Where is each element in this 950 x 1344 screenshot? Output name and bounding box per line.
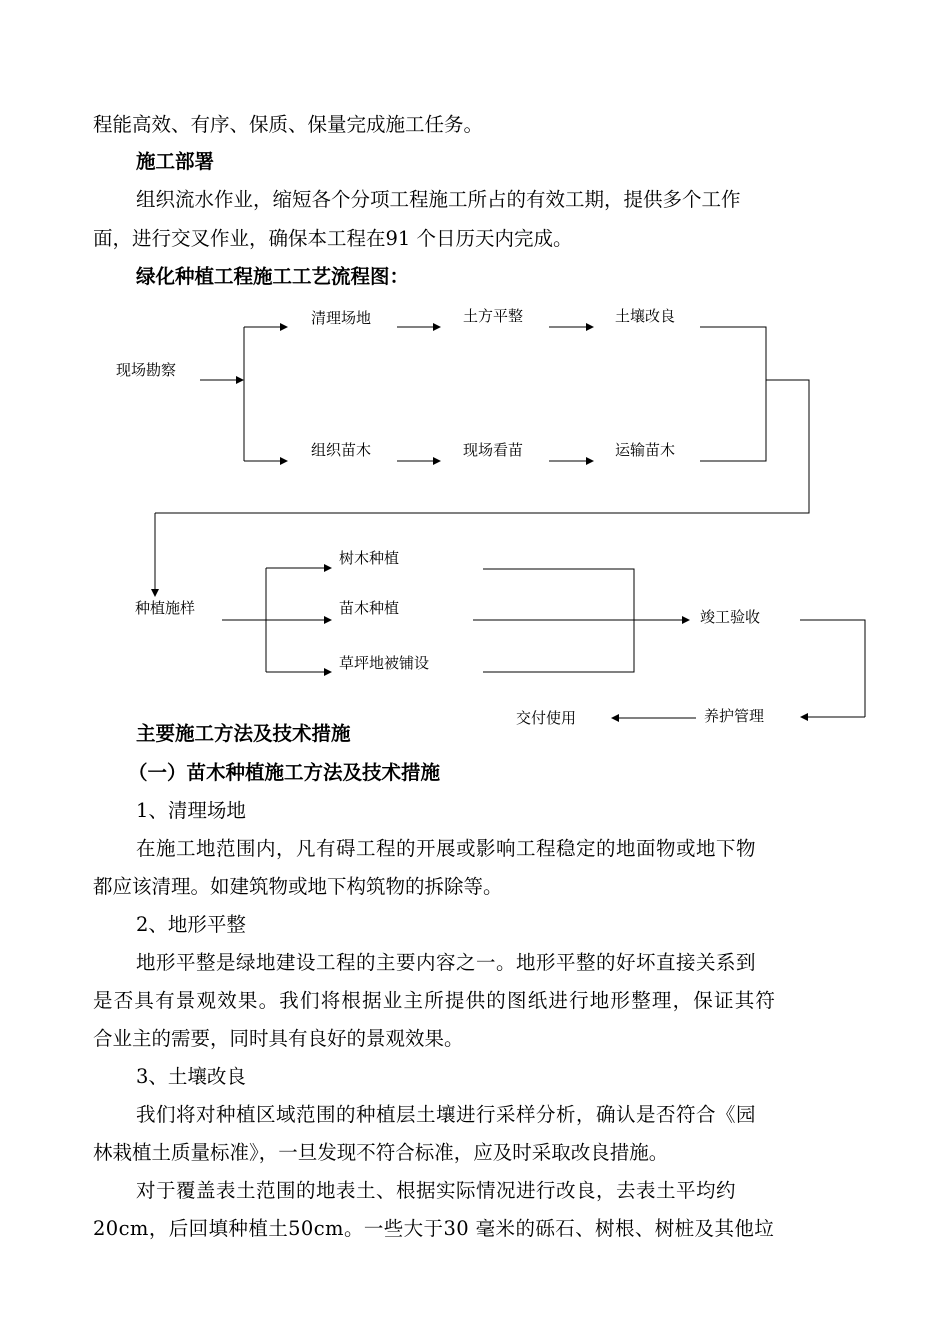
flow-node-maintenance: 养护管理	[704, 707, 765, 725]
paragraph-line: 20cm，后回填种植土50cm。一些大于30 毫米的砾石、树根、树桩及其他垃	[93, 1217, 775, 1240]
paragraph-line: 组织流水作业，缩短各个分项工程施工所占的有效工期，提供多个工作	[136, 188, 741, 211]
heading-seedling-methods: （一）苗木种植施工方法及技术措施	[128, 761, 441, 784]
item-title: 1、清理场地	[136, 799, 246, 822]
paragraph-line: 对于覆盖表土范围的地表土、根据实际情况进行改良，去表土平均约	[136, 1179, 737, 1202]
paragraph-line: 林栽植土质量标准》，一旦发现不符合标准，应及时采取改良措施。	[93, 1141, 669, 1164]
item-title: 3、土壤改良	[136, 1065, 246, 1088]
paragraph-line: 面，进行交叉作业，确保本工程在91 个日历天内完成。	[93, 227, 573, 250]
heading-flowchart: 绿化种植工程施工工艺流程图：	[136, 265, 410, 288]
flow-node-transport-seedlings: 运输苗木	[615, 441, 676, 459]
flow-node-tree-planting: 树木种植	[339, 549, 400, 567]
flow-node-organize-seedlings: 组织苗木	[311, 441, 372, 459]
flow-node-handover: 交付使用	[516, 709, 577, 727]
paragraph-line: 在施工地范围内，凡有碍工程的开展或影响工程稳定的地面物或地下物	[136, 837, 757, 860]
flow-node-seedling-planting: 苗木种植	[339, 599, 400, 617]
flow-node-soil-improvement: 土壤改良	[615, 307, 676, 325]
flow-connector	[700, 327, 766, 461]
flow-node-inspect-seedlings: 现场看苗	[463, 441, 524, 459]
flow-node-earth-leveling: 土方平整	[463, 307, 524, 325]
flow-node-completion-acceptance: 竣工验收	[700, 608, 761, 626]
flow-node-lawn-laying: 草坪地被铺设	[339, 654, 430, 672]
flow-node-planting-layout: 种植施样	[135, 599, 196, 617]
heading-construction-deployment: 施工部署	[136, 150, 215, 173]
paragraph-line: 合业主的需要，同时具有良好的景观效果。	[93, 1027, 464, 1050]
paragraph-line: 地形平整是绿地建设工程的主要内容之一。地形平整的好坏直接关系到	[136, 951, 757, 974]
flow-node-clear-site: 清理场地	[311, 309, 372, 327]
paragraph-line: 我们将对种植区域范围的种植层土壤进行采样分析，确认是否符合《园	[136, 1103, 757, 1126]
item-title: 2、地形平整	[136, 913, 246, 936]
heading-main-methods: 主要施工方法及技术措施	[136, 722, 351, 745]
paragraph-line: 都应该清理。如建筑物或地下构筑物的拆除等。	[93, 875, 503, 898]
text-line: 程能高效、有序、保质、保量完成施工任务。	[93, 113, 484, 136]
paragraph-line: 是否具有景观效果。我们将根据业主所提供的图纸进行地形整理，保证其符	[93, 989, 777, 1012]
flow-node-survey: 现场勘察	[116, 361, 177, 379]
flow-connector	[800, 620, 865, 717]
